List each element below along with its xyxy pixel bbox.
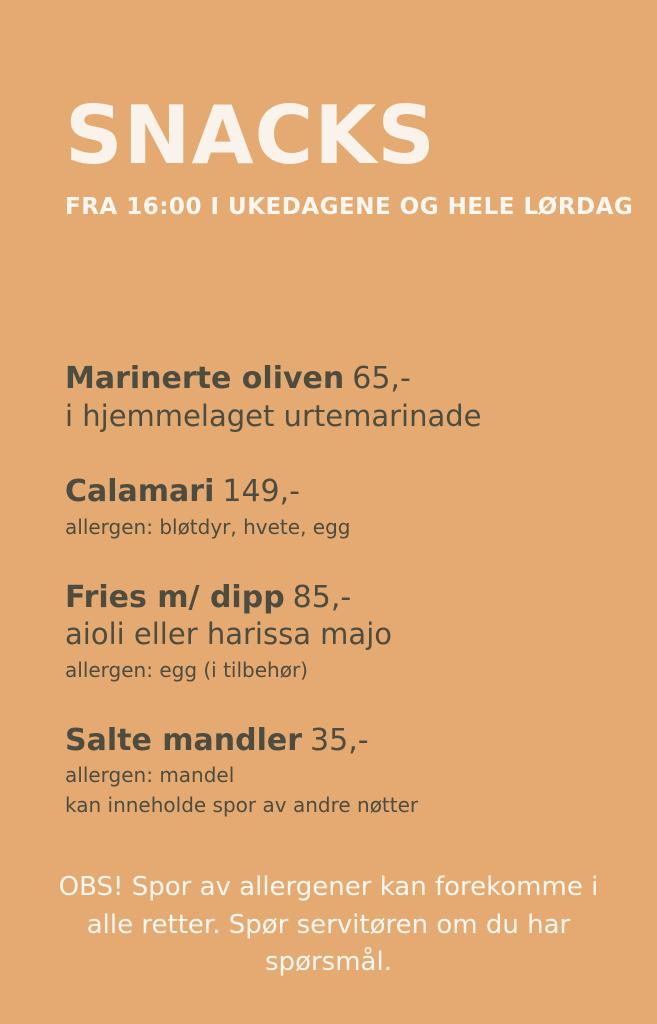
item-name: Fries m/ dipp bbox=[65, 579, 285, 615]
item-description: i hjemmelaget urtemarinade bbox=[65, 398, 482, 433]
item-allergen-note: allergen: mandel bbox=[65, 763, 235, 788]
item-price: 85,- bbox=[292, 579, 352, 615]
item-name: Calamari bbox=[65, 474, 215, 510]
menu-header bbox=[65, 89, 634, 220]
menu-item-marinerte-oliven bbox=[65, 360, 617, 435]
item-name: Marinerte oliven bbox=[65, 361, 345, 396]
item-name-price-line bbox=[65, 579, 617, 617]
item-price: 149,- bbox=[222, 474, 300, 510]
menu-item-calamari bbox=[65, 473, 617, 541]
item-allergen-note: allergen: egg (i tilbehør) bbox=[65, 657, 308, 682]
item-price: 35,- bbox=[310, 722, 369, 758]
menu-item-fries-m-dipp bbox=[65, 579, 617, 684]
item-description: aioli eller harissa majo bbox=[65, 617, 393, 652]
menu-list bbox=[65, 360, 617, 857]
footer bbox=[0, 869, 657, 982]
page-subtitle: FRA 16:00 I UKEDAGENE OG HELE LØRDAG bbox=[65, 194, 634, 220]
item-allergen-note: kan inneholde spor av andre nøtter bbox=[65, 793, 419, 818]
item-price: 65,- bbox=[352, 361, 411, 396]
item-name-price-line bbox=[65, 360, 617, 398]
item-name-price-line bbox=[65, 722, 617, 760]
item-name-price-line bbox=[65, 473, 617, 511]
page-title: SNACKS bbox=[65, 89, 436, 182]
allergen-disclaimer: OBS! Spor av allergener kan forekomme i alle retter. Spør servitøren om du har spørsmål. bbox=[58, 871, 599, 978]
menu-item-salte-mandler bbox=[65, 722, 617, 820]
item-allergen-note: allergen: bløtdyr, hvete, egg bbox=[65, 514, 351, 539]
item-name: Salte mandler bbox=[65, 722, 303, 758]
